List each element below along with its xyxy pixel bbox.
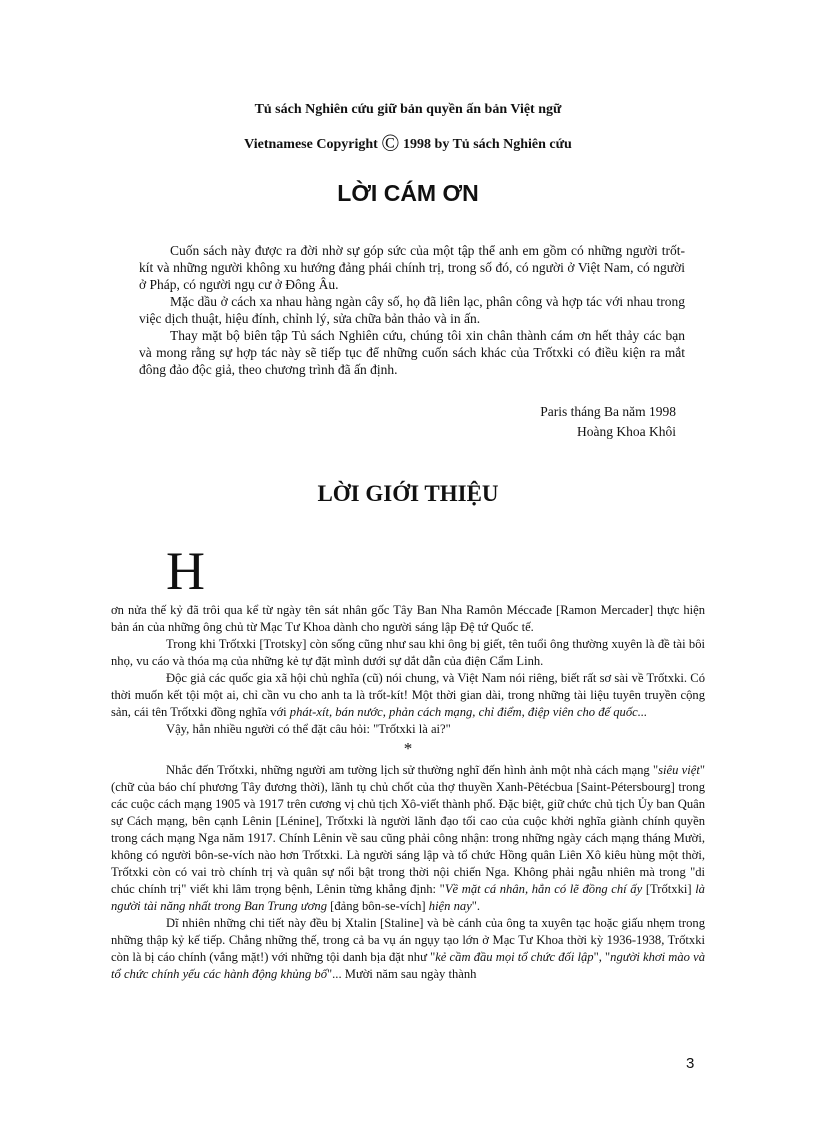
acknowledgement-paragraph: Mặc dầu ở cách xa nhau hàng ngàn cây số, họ đã liên lạc, phân công và hợp tác với nhau trong việc dịch thuật, hiệu đính, chỉnh lý, sửa chữa bản thảo và in ấn. <box>139 294 685 326</box>
italic-run: hiện nay <box>428 899 472 913</box>
intro-paragraph <box>111 915 705 983</box>
intro-paragraph: Vậy, hẳn nhiều người có thể đặt câu hỏi: "Trốtxki là ai?" <box>166 722 451 736</box>
intro-paragraph: Trong khi Trốtxki [Trotsky] còn sống cũng như sau khi ông bị giết, tên tuổi ông thường xuyên là đề tài bôi nhọ, vu cáo và thóa mạ của những kẻ tự đặt mình dưới sự dắt dẫn của điện Cẩm Linh. <box>111 637 705 668</box>
signer-name: Hoàng Khoa Khôi <box>577 424 676 439</box>
introduction-body <box>111 602 705 983</box>
intro-paragraph <box>111 670 705 721</box>
italic-run: Về mặt cá nhân, hẳn có lẽ đồng chí ấy <box>444 882 643 896</box>
place-date: Paris tháng Ba năm 1998 <box>540 404 676 419</box>
copyright-symbol-icon: © <box>381 131 400 157</box>
introduction-title: LỜI GIỚI THIỆU <box>317 481 499 506</box>
page-number: 3 <box>686 1055 695 1072</box>
text-run: Độc giả các quốc gia xã hội chủ nghĩa (cũ) nói chung, và Việt Nam nói riêng, biết rất sơ sài về Trốtxki. Có thời muốn kết tội một ai, chỉ cần vu cho anh ta là trốt-kít! Một thời gian dài, trong những tài liệu tuyên truyền cộng sản, cái tên Trốtxki đồng nghĩa với <box>111 671 705 719</box>
italic-run: người khơi mào và tổ chức chính yếu các hành động khủng bố <box>111 950 706 981</box>
copyright-prefix: Vietnamese Copyright <box>244 137 382 152</box>
italic-run: siêu việt <box>658 763 700 777</box>
acknowledgement-body <box>139 242 685 378</box>
italic-run: là người tài năng nhất trong Ban Trung ương <box>111 882 705 913</box>
text-run: [đảng bôn-se-vích] <box>327 899 429 913</box>
text-run: Nhắc đến Trốtxki, những người am tường lịch sử thường nghĩ đến hình ảnh một nhà cách mạng " <box>166 763 659 777</box>
text-run: [Trốtxki] <box>642 882 696 896</box>
italic-run: phát-xít, bán nước, phản cách mạng, chỉ điểm, điệp viên cho đế quốc <box>289 705 638 719</box>
signature-block <box>540 402 676 442</box>
copyright-suffix: 1998 by Tủ sách Nghiên cứu <box>399 137 572 152</box>
rights-notice: Tủ sách Nghiên cứu giữ bản quyền ấn bản Việt ngữ <box>254 102 562 117</box>
acknowledgement-title: LỜI CÁM ƠN <box>337 180 479 206</box>
acknowledgement-paragraph: Thay mặt bộ biên tập Tủ sách Nghiên cứu, chúng tôi xin chân thành cám ơn hết thảy các bạn và mong rằng sự hợp tác này sẽ tiếp tục để những cuốn sách khác của Trốtxki có điều kiện ra mắt đông đảo độc giả, theo chương trình đã ấn định. <box>139 328 685 377</box>
text-run: Dĩ nhiên những chi tiết này đều bị Xtalin [Staline] và bè cánh của ông ta xuyên tạc hoặc giấu nhẹm trong những thập kỷ kế tiếp. Chẳng những thế, trong cả ba vụ án ngụy tạo lớn ở Mạc Tư Khoa thời kỳ 1936-1938, Trốtxki còn là bị cáo chính (vắng mặt!) với những tội danh bịa đặt như " <box>111 916 705 964</box>
italic-run: kẻ cầm đầu mọi tổ chức đối lập <box>435 950 594 964</box>
text-run: "... Mười năm sau ngày thành <box>327 967 477 981</box>
copyright-line <box>0 131 816 158</box>
drop-cap: H <box>166 541 205 601</box>
section-separator: * <box>403 739 413 758</box>
text-run: ", " <box>593 950 611 964</box>
italic-run: ... <box>637 705 648 719</box>
acknowledgement-paragraph: Cuốn sách này được ra đời nhờ sự góp sức của một tập thể anh em gồm có những người trốt-kít và những người không xu hướng đảng phái chính trị, trong số đó, có người ở Việt Nam, có người ở Pháp, có người ngụ cư ở Đông Âu. <box>139 243 685 292</box>
intro-paragraph: ơn nửa thế kỷ đã trôi qua kể từ ngày tên sát nhân gốc Tây Ban Nha Ramôn Méccađe [Ramon Mercader] thực hiện bản án của những ông chủ từ Mạc Tư Khoa dành cho người sáng lập Đệ tứ Quốc tế. <box>111 603 705 634</box>
text-run: ". <box>471 899 481 913</box>
intro-paragraph <box>111 762 705 915</box>
text-run: " (chữ của báo chí phương Tây đương thời), lãnh tụ chủ chốt của thợ thuyền Xanh-Pêtécbua [Saint-Pétersbourg] trong các cuộc cách mạng 1905 và 1917 trên cương vị chủ tịch Xô-viết thành phố. Đặc biệt, giữ chức chủ tịch Ủy ban Quân sự Cách mạng, bên cạnh Lênin [Lénine], Trốtxki là người lãnh đạo tối cao của cuộc khởi nghĩa giành chính quyền trong cách mạng Nga năm 1917. Chính Lênin về sau cũng phải công nhận: trong những ngày cách mạng tháng Mười, không có người bôn-se-vích nào hơn Trốtxki. Là người sáng lập và tổ chức Hồng quân Liên Xô kiêu hùng một thời, Trốtxki còn có vai trò chính trị và quân sự nổi bật trong thời nội chiến Nga. Không phải ngẫu nhiên mà trong "di chúc chính trị" viết khi lâm trọng bệnh, Lênin từng khẳng định: " <box>111 763 706 896</box>
